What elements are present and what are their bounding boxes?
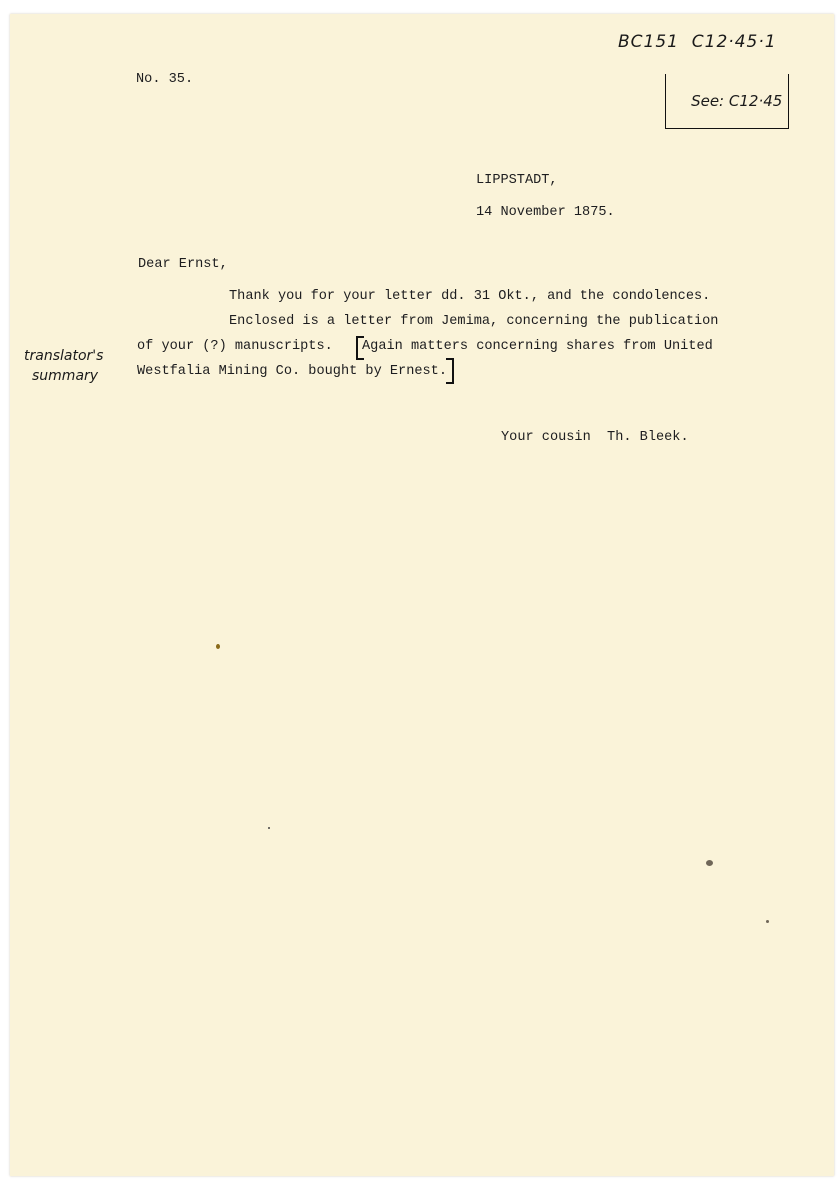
body-line-2: Enclosed is a letter from Jemima, concerning the publication [229,314,719,329]
summary-line-1: Again matters concerning shares from United [362,339,713,354]
paper-spot [706,860,713,866]
letter-page [10,14,834,1176]
letter-date: 14 November 1875. [476,205,615,220]
body-line-1: Thank you for your letter dd. 31 Okt., and the condolences. [229,289,711,304]
letter-number: No. 35. [136,72,194,87]
archive-reference: BC151 C12·45·1 [618,32,777,52]
margin-note-summary: summary [32,368,99,384]
summary-line-2: Westfalia Mining Co. bought by Ernest. [137,364,447,379]
summary-close-bracket [446,358,454,384]
see-reference-text: See: C12·45 [691,92,783,110]
salutation: Dear Ernst, [138,257,228,272]
closing: Your cousin Th. Bleek. [501,430,689,445]
body-line-3: of your (?) manuscripts. [137,339,333,354]
margin-note-translator: translator's [24,348,104,364]
paper-spot [766,920,769,923]
letter-place: LIPPSTADT, [476,173,558,188]
paper-spot [216,644,220,649]
see-reference [665,74,789,129]
paper-spot [268,827,270,829]
